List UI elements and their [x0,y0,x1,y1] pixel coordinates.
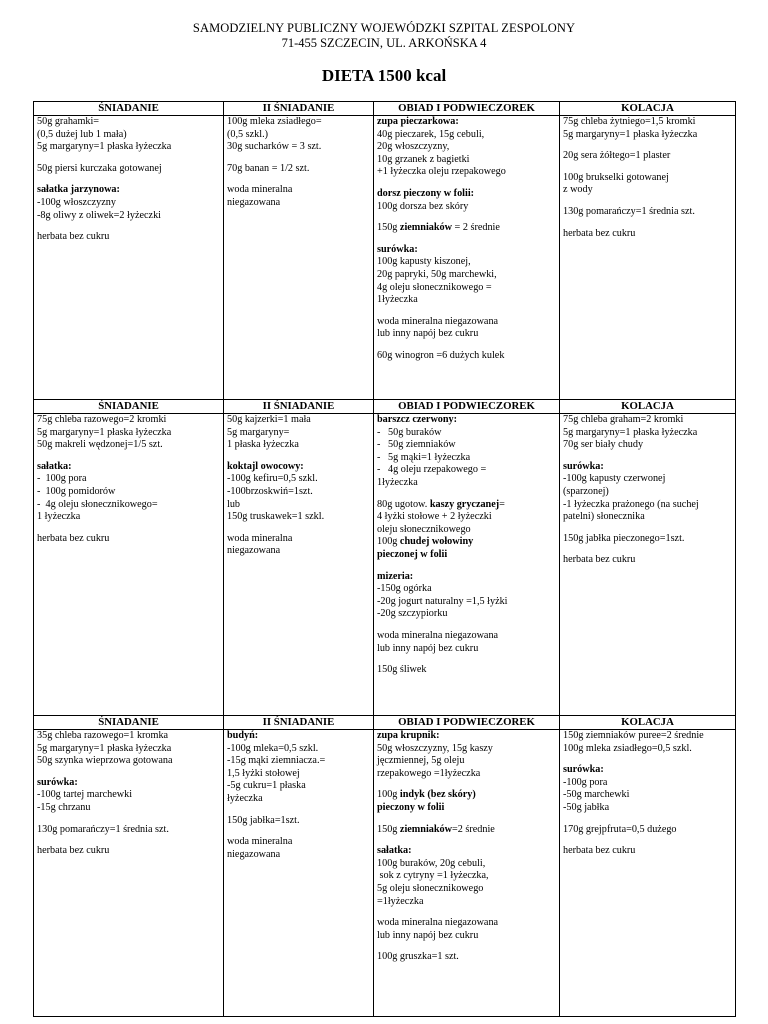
menu-line: - 5g mąki=1 łyżeczka [377,451,471,463]
menu-line: lub [227,498,241,510]
menu-cell-obiad-i-podwieczorek [374,414,560,716]
menu-line: -20g jogurt naturalny =1,5 łyżki [377,595,508,607]
menu-line: jęczmiennej, 5g oleju [377,755,465,767]
meal-header-obiad-i-podwieczorek: OBIAD I PODWIECZOREK [374,102,560,116]
menu-line: sałatka: [377,845,412,857]
menu-line-part: 150g [377,823,400,835]
menu-line: 150g truskawek=1 szkl. [227,511,325,523]
menu-cell-obiad-i-podwieczorek [374,116,560,400]
day-menu-row [34,730,736,1017]
menu-cell-kolacja [560,730,736,1017]
line-spacer [563,545,732,554]
menu-line: 20g włoszczyzny, [377,141,450,153]
meal-header-ii-sniadanie: II ŚNIADANIE [224,400,374,414]
menu-line-part: 100g [377,536,400,548]
menu-line-part: 150g [377,222,400,234]
menu-line: -100brzoskwiń=1szt. [227,485,313,497]
line-spacer [377,780,556,789]
menu-line: lub inny napój bez cukru [377,929,479,941]
meal-header-sniadanie: ŚNIADANIE [34,716,224,730]
menu-line: 1,5 łyżki stołowej [227,767,300,779]
menu-line: 1łyżeczka [377,476,418,488]
line-spacer [377,490,556,499]
line-spacer [377,908,556,917]
menu-line: 100g mleka zsiadłego= [227,116,322,127]
hospital-address: 71-455 SZCZECIN, UL. ARKOŃSKA 4 [281,36,487,50]
menu-line: -100g kefiru=0,5 szkl. [227,473,318,485]
line-spacer [227,154,370,163]
menu-line: 50g kajzerki=1 mała [227,414,311,425]
menu-cell-sniadanie [34,730,224,1017]
menu-line: -100g włoszczyzny [37,196,116,208]
line-spacer [377,815,556,824]
menu-line [377,789,556,802]
meal-header-obiad-i-podwieczorek: OBIAD I PODWIECZOREK [374,400,560,414]
menu-line: herbata bez cukru [37,532,110,544]
line-spacer [37,768,220,777]
menu-line-part: =2 średnie [452,823,495,835]
menu-line: 5g oleju słonecznikowego [377,882,484,894]
line-spacer [563,219,732,228]
menu-line: -50g jabłka [563,801,610,813]
menu-line: 50g makreli wędzonej=1/5 szt. [37,439,163,451]
menu-line: zupa pieczarkowa: [377,116,459,127]
meal-header-row [34,716,736,730]
menu-line: 30g sucharków = 3 szt. [227,141,322,153]
menu-line: 50g włoszczyzny, 15g kaszy [377,742,493,754]
menu-line: woda mineralna [227,532,293,544]
menu-line: - 50g ziemniaków [377,439,456,451]
menu-line: pieczonej w folii [377,548,448,560]
menu-line: woda mineralna [227,184,293,196]
menu-line: niegazowana [227,545,281,557]
meal-header-kolacja: KOLACJA [560,102,736,116]
menu-line: 130g pomarańczy=1 średnia szt. [37,823,169,835]
line-spacer [37,836,220,845]
line-spacer [563,452,732,461]
menu-line: oleju słonecznikowego [377,523,471,535]
menu-line: (0,5 dużej lub 1 mała) [37,128,127,140]
menu-line: 130g pomarańczy=1 średnia szt. [563,205,695,217]
menu-line: 100g brukselki gotowanej [563,171,669,183]
menu-line: sok z cytryny =1 łyżeczka, [377,870,489,882]
menu-line: 75g chleba graham=2 kromki [563,414,684,425]
menu-line: +1 łyżeczka oleju rzepakowego [377,166,506,178]
line-spacer [377,235,556,244]
menu-cell-obiad-i-podwieczorek [374,730,560,1017]
menu-line: z wody [563,184,593,196]
menu-line-part: ziemniaków [399,222,452,234]
menu-line: 70g banan = 1/2 szt. [227,162,310,174]
line-spacer [227,175,370,184]
menu-line: -100g mleka=0,5 szkl. [227,742,319,754]
menu-line: woda mineralna [227,836,293,848]
menu-line: sałatka jarzynowa: [37,184,120,196]
menu-line [377,536,556,549]
menu-line: 150g jabłka=1szt. [227,814,300,826]
document-title: DIETA 1500 kcal [321,66,447,85]
menu-line: 150g śliwek [377,664,427,676]
day-menu-row [34,116,736,400]
menu-line-part: ziemniaków [399,823,452,835]
menu-line: 5g margaryny= [227,426,290,438]
menu-line-part: kaszy gryczanej [429,498,500,510]
menu-line: 4 łyżki stołowe + 2 łyżeczki [377,511,492,523]
menu-line: -150g ogórka [377,583,432,595]
menu-line: 5g margaryny=1 płaska łyżeczka [37,426,172,438]
menu-line: - 100g pomidorów [37,485,116,497]
menu-line: - 100g pora [37,473,87,485]
menu-line: surówka: [37,776,78,788]
menu-line: -5g cukru=1 płaska [227,780,306,792]
line-spacer [563,197,732,206]
meal-header-sniadanie: ŚNIADANIE [34,102,224,116]
menu-line [377,222,556,235]
meal-header-row [34,102,736,116]
line-spacer [37,154,220,163]
menu-line: 1 łyżeczka [37,511,81,523]
line-spacer [37,452,220,461]
menu-line: -100g pora [563,776,608,788]
line-spacer [563,163,732,172]
menu-line-part: = 2 średnie [452,222,500,234]
menu-line: 50g grahamki= [37,116,100,127]
menu-line: herbata bez cukru [37,845,110,857]
menu-line: 35g chleba razowego=1 kromka [37,730,169,741]
menu-line: surówka: [563,764,604,776]
menu-line: -15g chrzanu [37,801,91,813]
menu-cell-ii-sniadanie [224,730,374,1017]
line-spacer [563,815,732,824]
line-spacer [37,815,220,824]
menu-line: budyń: [227,730,259,741]
menu-line-part: 100g [377,789,400,801]
menu-line: herbata bez cukru [563,227,636,239]
menu-line: 5g margaryny=1 płaska łyżeczka [563,128,698,140]
menu-line: dorsz pieczony w folii: [377,187,475,199]
menu-line: 20g papryki, 50g marchewki, [377,268,497,280]
menu-line: 100g mleka zsiadłego=0,5 szkl. [563,742,692,754]
menu-line: -50g marchewki [563,789,630,801]
menu-line: 170g grejpfruta=0,5 dużego [563,823,677,835]
menu-line: (0,5 szkl.) [227,128,269,140]
menu-line: 10g grzanek z bagietki [377,153,470,165]
menu-line: - 50g buraków [377,426,442,438]
line-spacer [377,562,556,571]
menu-line: 75g chleba żytniego=1,5 kromki [563,116,696,127]
menu-line: 100g buraków, 20g cebuli, [377,857,486,869]
menu-line: 1łyżeczka [377,294,418,306]
line-spacer [227,524,370,533]
menu-line: 5g margaryny=1 płaska łyżeczka [37,742,172,754]
menu-line-part: = [499,498,505,510]
menu-line: niegazowana [227,196,281,208]
menu-line: 60g winogron =6 dużych kulek [377,349,505,361]
line-spacer [563,836,732,845]
line-spacer [37,175,220,184]
menu-line: 5g margaryny=1 płaska łyżeczka [37,141,172,153]
menu-line: 75g chleba razowego=2 kromki [37,414,167,425]
menu-line: sałatka: [37,460,72,472]
menu-line: łyżeczka [227,792,263,804]
menu-line: woda mineralna niegazowana [377,917,499,929]
menu-line: woda mineralna niegazowana [377,315,499,327]
line-spacer [377,341,556,350]
menu-line: zupa krupnik: [377,730,440,741]
menu-line: herbata bez cukru [563,845,636,857]
menu-line [377,824,556,837]
line-spacer [563,524,732,533]
menu-line: -1 łyżeczka prażonego (na suchej [563,498,699,510]
menu-line: (sparzonej) [563,485,609,497]
menu-line: 70g ser biały chudy [563,439,644,451]
menu-line: -15g mąki ziemniacza.= [227,755,326,767]
diet-table [33,101,736,1017]
menu-line: herbata bez cukru [563,554,636,566]
menu-line: lub inny napój bez cukru [377,328,479,340]
menu-line: koktajl owocowy: [227,460,304,472]
line-spacer [563,755,732,764]
meal-header-kolacja: KOLACJA [560,716,736,730]
menu-line: surówka: [563,460,604,472]
line-spacer [377,836,556,845]
menu-line: 50g szynka wieprzowa gotowana [37,755,173,767]
line-spacer [377,179,556,188]
menu-cell-ii-sniadanie [224,414,374,716]
menu-line: rzepakowego =1łyżeczka [377,767,481,779]
menu-cell-kolacja [560,116,736,400]
menu-line: -100g tartej marchewki [37,789,133,801]
line-spacer [377,655,556,664]
menu-line: surówka: [377,243,418,255]
menu-line: 5g margaryny=1 płaska łyżeczka [563,426,698,438]
menu-line: - 4g oleju rzepakowego = [377,464,487,476]
meal-header-ii-sniadanie: II ŚNIADANIE [224,102,374,116]
menu-line: 150g jabłka pieczonego=1szt. [563,532,685,544]
menu-cell-sniadanie [34,116,224,400]
line-spacer [377,213,556,222]
menu-line-part: indyk (bez skóry) [399,789,476,801]
line-spacer [227,806,370,815]
menu-line: niegazowana [227,848,281,860]
menu-line [377,499,556,512]
menu-line: 1 płaska łyżeczka [227,439,299,451]
menu-line: 50g piersi kurczaka gotowanej [37,162,162,174]
menu-line-part: chudej wołowiny [399,536,474,548]
menu-line: patelni) słonecznika [563,511,645,523]
meal-header-kolacja: KOLACJA [560,400,736,414]
line-spacer [37,524,220,533]
day-menu-row [34,414,736,716]
menu-cell-sniadanie [34,414,224,716]
menu-line-part: 80g ugotow. [377,498,430,510]
menu-line: 4g oleju słonecznikowego = [377,281,492,293]
line-spacer [37,222,220,231]
menu-line: =1łyżeczka [377,895,424,907]
menu-cell-ii-sniadanie [224,116,374,400]
meal-header-obiad-i-podwieczorek: OBIAD I PODWIECZOREK [374,716,560,730]
menu-line: -20g szczypiorku [377,608,448,620]
menu-line: woda mineralna niegazowana [377,629,499,641]
menu-line: 150g ziemniaków puree=2 średnie [563,730,704,741]
line-spacer [377,307,556,316]
meal-header-sniadanie: ŚNIADANIE [34,400,224,414]
menu-line: 100g dorsza bez skóry [377,200,469,212]
hospital-name: SAMODZIELNY PUBLICZNY WOJEWÓDZKI SZPITAL ZESPOLONY [192,21,576,35]
line-spacer [227,827,370,836]
menu-cell-kolacja [560,414,736,716]
menu-line: -100g kapusty czerwonej [563,473,666,485]
meal-header-ii-sniadanie: II ŚNIADANIE [224,716,374,730]
menu-line: -8g oliwy z oliwek=2 łyżeczki [37,209,161,221]
menu-line: 100g gruszka=1 szt. [377,951,459,963]
menu-line: barszcz czerwony: [377,414,458,425]
line-spacer [227,452,370,461]
line-spacer [563,141,732,150]
menu-line: 20g sera żółtego=1 plaster [563,150,671,162]
menu-line: - 4g oleju słonecznikowego= [37,498,158,510]
menu-line: 40g pieczarek, 15g cebuli, [377,128,485,140]
menu-line: herbata bez cukru [37,231,110,243]
menu-line: mizeria: [377,570,414,582]
meal-header-row [34,400,736,414]
line-spacer [377,942,556,951]
menu-line: pieczony w folii [377,801,445,813]
menu-line: lub inny napój bez cukru [377,642,479,654]
menu-line: 100g kapusty kiszonej, [377,256,471,268]
line-spacer [377,621,556,630]
